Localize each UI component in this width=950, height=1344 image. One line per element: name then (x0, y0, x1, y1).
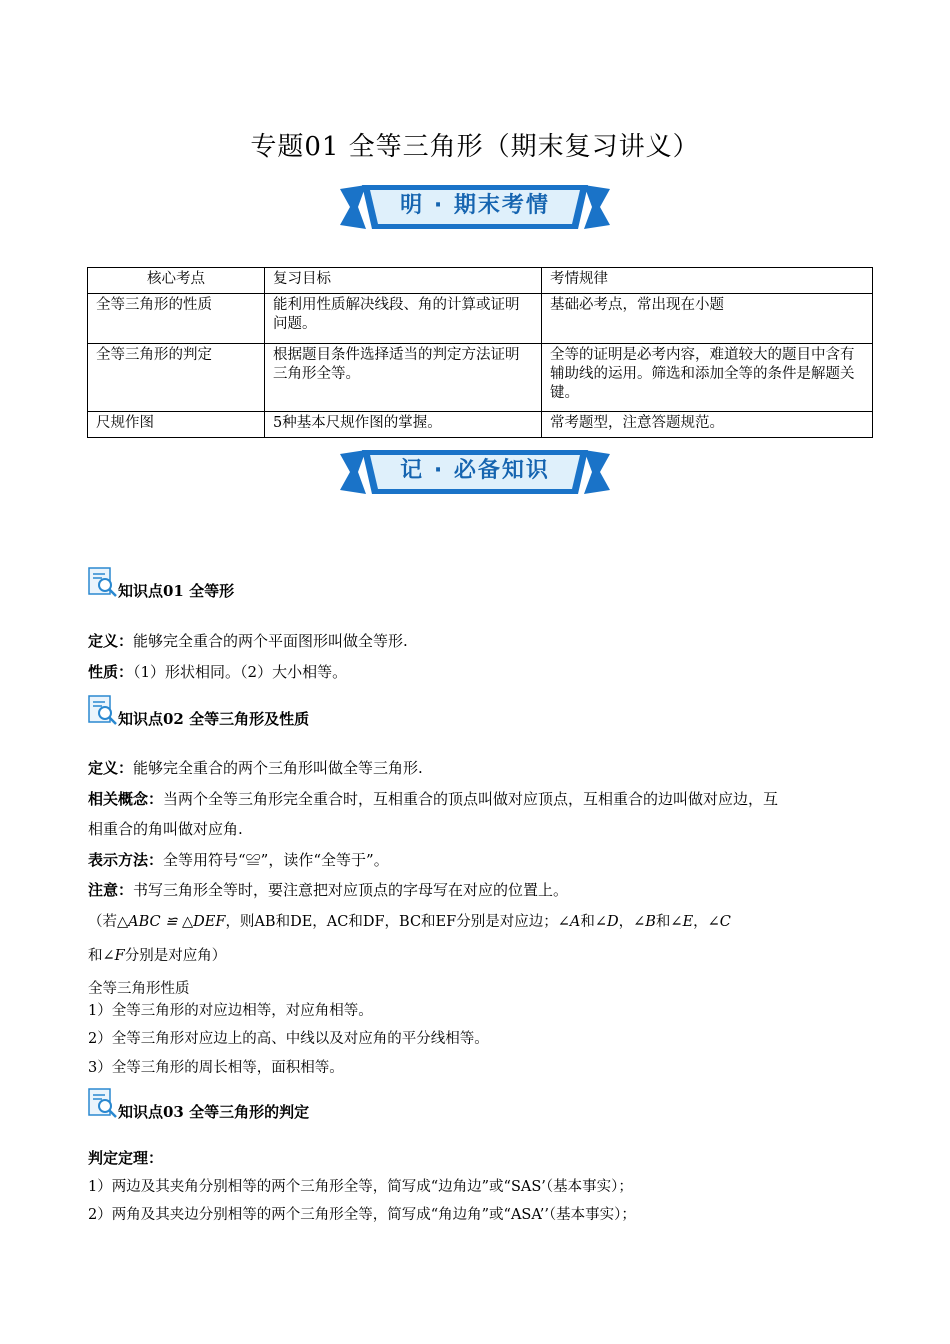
example-and: 和 (655, 914, 671, 930)
cell-topic: 全等三角形的判定 (88, 344, 265, 412)
kp2-properties-title: 全等三角形性质 (88, 981, 190, 997)
cell-goal: 根据题目条件选择适当的判定方法证明三角形全等。 (265, 344, 542, 412)
kp2-concept-line2: 相重合的角叫做对应角. (88, 820, 243, 838)
kp2-property-item: 1）全等三角形的对应边相等，对应角相等。 (88, 1003, 373, 1019)
cell-goal: 能利用性质解决线段、角的计算或证明问题。 (265, 294, 542, 344)
angle-c: ∠C (707, 914, 731, 930)
banner-exam-trends (340, 181, 610, 233)
review-table (87, 267, 873, 438)
kp3-heading-text: 知识点03 全等三角形的判定 (118, 1103, 310, 1121)
kp2-property-item: 2）全等三角形对应边上的高、中线以及对应角的平分线相等。 (88, 1031, 489, 1047)
kp2-concept-text: 当两个全等三角形完全重合时，互相重合的顶点叫做对应顶点，互相重合的边叫做对应边，互 (163, 790, 779, 808)
example-comma: ， (693, 914, 708, 930)
angle-a: ∠A (557, 914, 581, 930)
kp3-rule-item: 2）两角及其夹边分别相等的两个三角形全等，简写成“角边角”或“ASA’’（基本事实）； (88, 1207, 636, 1223)
kp1-heading-text: 知识点01 全等形 (118, 582, 235, 600)
angle-f: ∠F (102, 948, 125, 964)
header-goal: 复习目标 (265, 268, 542, 294)
kp2-note-label: 注意： (88, 881, 134, 899)
kp1-definition-text: 能够完全重合的两个平面图形叫做全等形. (133, 632, 408, 650)
header-pattern: 考情规律 (542, 268, 873, 294)
banner-key-knowledge-label: 记 · 必备知识 (400, 458, 550, 483)
magnifier-document-icon (88, 695, 118, 725)
banner-exam-trends-label: 明 · 期末考情 (400, 193, 550, 218)
kp2-concept-label: 相关概念： (88, 790, 164, 808)
kp2-heading-text: 知识点02 全等三角形及性质 (118, 710, 310, 728)
example-sides-text: ，则AB和DE，AC和DF，BC和EF分别是对应边； (225, 914, 558, 930)
cell-topic: 全等三角形的性质 (88, 294, 265, 344)
kp2-note (88, 880, 568, 900)
example-comma: ， (618, 914, 634, 930)
kp2-note-text: 书写三角形全等时，要注意把对应顶点的字母写在对应的位置上。 (133, 881, 569, 899)
table-row (88, 294, 873, 344)
kp2-notation (88, 850, 389, 870)
kp3-rule-item: 1）两边及其夹角分别相等的两个三角形全等，简写成“边角边”或“SAS’（基本事实）； (88, 1179, 633, 1195)
kp1-property-label: 性质： (88, 663, 134, 681)
kp2-heading (88, 695, 488, 729)
kp1-heading (88, 567, 388, 601)
kp2-notation-text: 全等用符号“≌”，读作“全等于”。 (163, 851, 389, 869)
example-open: （若 (88, 914, 117, 930)
cell-pattern: 全等的证明是必考内容，难道较大的题目中含有辅助线的运用。筛选和添加全等的条件是解题关键。 (542, 344, 873, 412)
table-row (88, 344, 873, 412)
banner-key-knowledge (340, 446, 610, 498)
kp1-definition (88, 631, 408, 651)
cell-pattern: 基础必考点，常出现在小题 (542, 294, 873, 344)
angle-d: ∠D (594, 914, 619, 930)
cell-goal: 5种基本尺规作图的掌握。 (265, 412, 542, 438)
kp2-definition (88, 758, 423, 778)
kp3-theorem-label (88, 1148, 163, 1168)
kp2-property-item: 3）全等三角形的周长相等，面积相等。 (88, 1060, 344, 1076)
cell-topic: 尺规作图 (88, 412, 265, 438)
kp2-notation-label: 表示方法： (88, 851, 164, 869)
magnifier-document-icon (88, 1088, 118, 1118)
example-and: 和 (88, 948, 103, 964)
cell-pattern: 常考题型，注意答题规范。 (542, 412, 873, 438)
page-title: 专题01 全等三角形（期末复习讲义） (250, 132, 700, 162)
example-and: 和 (580, 914, 595, 930)
example-congruence: △ABC ≌ △DEF (117, 914, 226, 930)
kp2-definition-label: 定义： (88, 759, 134, 777)
kp2-concept-line1 (88, 789, 778, 809)
kp2-definition-text: 能够完全重合的两个三角形叫做全等三角形. (133, 759, 423, 777)
angle-e: ∠E (670, 914, 694, 930)
kp2-example-line1 (88, 912, 731, 932)
kp1-property (88, 662, 347, 682)
table-row (88, 412, 873, 438)
table-header-row (88, 268, 873, 294)
kp3-heading (88, 1088, 488, 1122)
kp1-property-text: （1）形状相同。（2）大小相等。 (133, 663, 348, 681)
kp3-theorem-label-text: 判定定理： (88, 1149, 164, 1167)
header-topic: 核心考点 (88, 268, 265, 294)
kp2-example-line2 (88, 946, 226, 966)
angle-b: ∠B (633, 914, 656, 930)
example-closing-text: 分别是对应角） (124, 948, 227, 964)
kp1-definition-label: 定义： (88, 632, 134, 650)
magnifier-document-icon (88, 567, 118, 597)
